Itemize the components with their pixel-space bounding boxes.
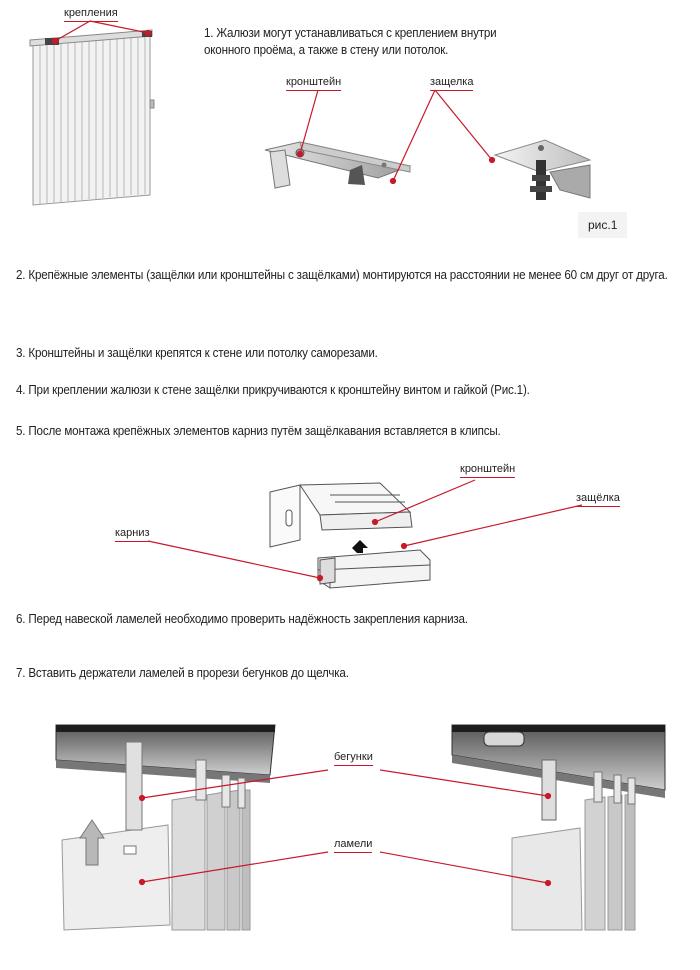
figure-caption: рис.1: [578, 212, 627, 238]
step-7: 7. Вставить держатели ламелей в прорези бегунков до щелчка.: [16, 666, 349, 680]
vertical-blind-right-illustration: [452, 725, 665, 930]
step-2: 2. Крепёжные элементы (защёлки или кронштейны с защёлками) монтируются на расстоянии не менее 60 см друг от друга.: [16, 268, 668, 282]
pleated-blind-illustration: [30, 30, 154, 205]
step-4: 4. При креплении жалюзи к стене защёлки прикручиваются к кронштейну винтом и гайкой (Рис.1).: [16, 383, 530, 397]
vertical-blind-left-illustration: [56, 725, 275, 930]
label-fastenings: крепления: [64, 7, 118, 19]
label-slats: ламели: [334, 838, 373, 850]
label-latch-1: защелка: [430, 76, 474, 88]
label-cornice: карниз: [115, 527, 150, 539]
step-5: 5. После монтажа крепёжных элементов карниз путём защёлкавания вставляется в клипсы.: [16, 424, 501, 438]
label-runners: бегунки: [334, 751, 373, 763]
step-1-line-2: оконного проёма, а также в стену или потолок.: [204, 43, 449, 57]
step-6: 6. Перед навеской ламелей необходимо проверить надёжность закрепления карниза.: [16, 612, 468, 626]
label-latch-2: защёлка: [576, 492, 620, 504]
step-1-line-1: 1. Жалюзи могут устанавливаться с креплением внутри: [204, 26, 497, 40]
label-bracket-2: кронштейн: [460, 463, 516, 475]
latch-illustration-1: [495, 140, 590, 200]
bracket-illustration-1: [265, 142, 410, 188]
step-3: 3. Кронштейны и защёлки крепятся к стене или потолку саморезами.: [16, 346, 378, 360]
label-bracket-1: кронштейн: [286, 76, 342, 88]
